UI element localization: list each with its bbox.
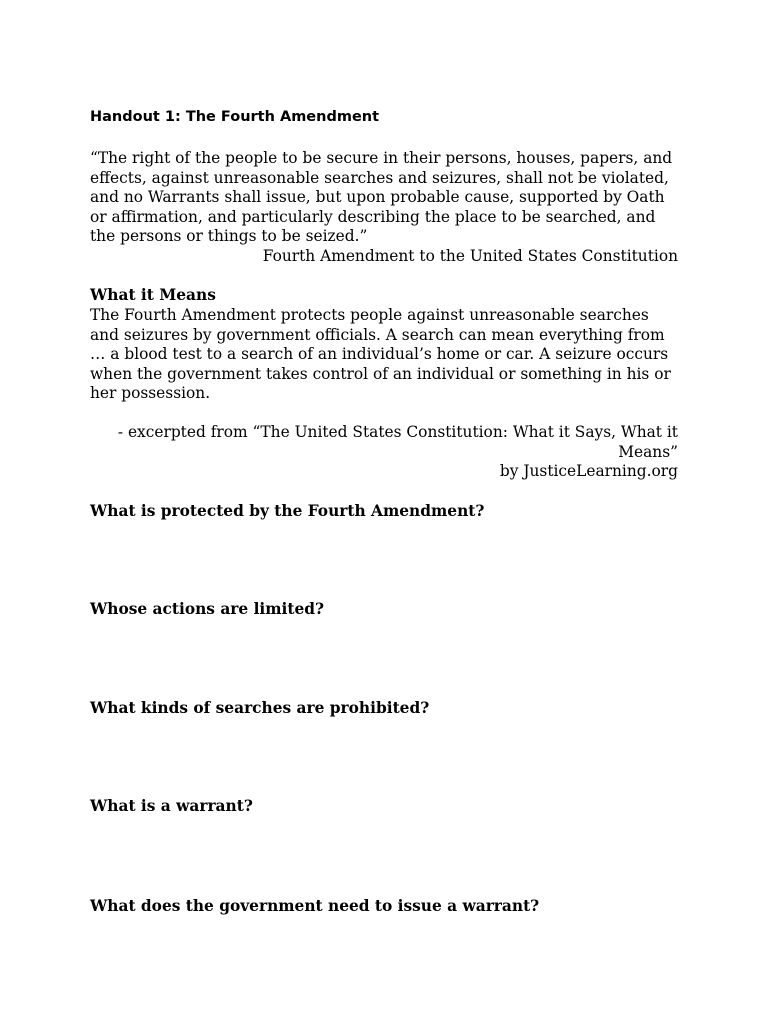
question-3: What kinds of searches are prohibited? [90,699,430,717]
source-excerpt-line: - excerpted from “The United States Constitution: What it Says, What it Means” [117,423,678,461]
source-by-line: by JusticeLearning.org [499,462,678,481]
quote-attribution: Fourth Amendment to the United States Constitution [262,247,678,265]
question-5: What does the government need to issue a warrant? [90,897,540,915]
section-heading: What it Means [90,286,216,304]
section-body: The Fourth Amendment protects people against unreasonable searches and seizures by government officials. A search can mean everything from … a blood test to a search of an individual’s home or car. A seizure occurs when the government takes control of an individual or something in his or her possession. [90,306,671,403]
question-4: What is a warrant? [90,797,253,815]
amendment-quote: “The right of the people to be secure in their persons, houses, papers, and effects, against unreasonable searches and seizures, shall not be violated, and no Warrants shall issue, but upon probable cause, supported by Oath or affirmation, and particularly describing the place to be searched, and the persons or things to be seized.” [90,149,673,246]
handout-title: Handout 1: The Fourth Amendment [90,109,380,125]
question-2: Whose actions are limited? [90,600,325,618]
handout-page [90,0,678,1024]
source-citation [90,423,678,482]
question-1: What is protected by the Fourth Amendment? [90,502,485,520]
